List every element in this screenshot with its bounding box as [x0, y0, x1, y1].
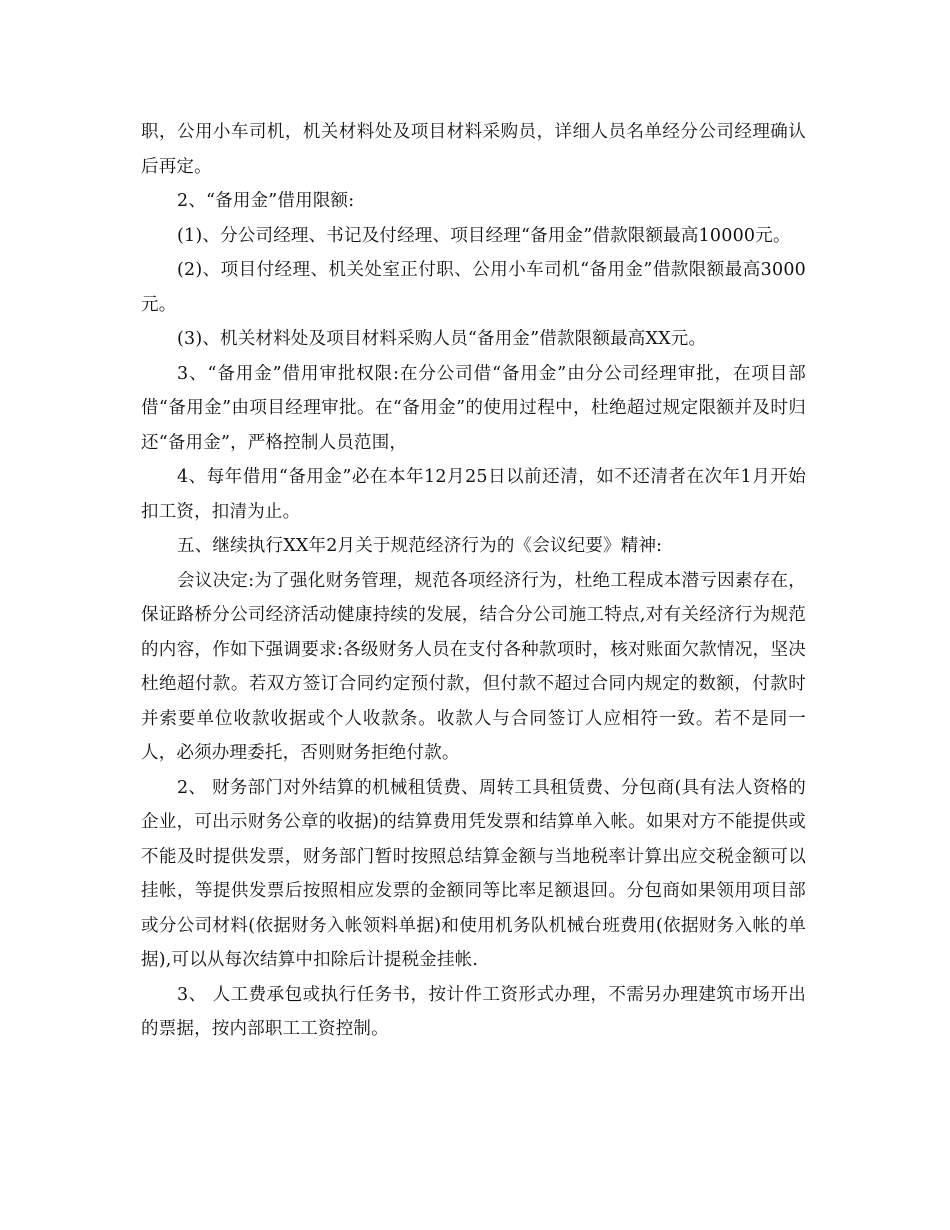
paragraph: 职，公用小车司机，机关材料处及项目材料采购员，详细人员名单经分公司经理确认后再定。	[141, 122, 806, 177]
document-body	[141, 115, 806, 1047]
paragraph: 2、 财务部门对外结算的机械租赁费、周转工具租赁费、分包商(具有法人资格的企业，可出示财务公章的收据)的结算费用凭发票和结算单入帐。如果对方不能提供或不能及时提供发票，财务部门暂时按照总结算金额与当地税率计算出应交税金额可以挂帐，等提供发票后按照相应发票的金额同等比率足额退回。分包商如果领用项目部或分公司材料(依据财务入帐领料单据)和使用机务队机械台班费用(依据财务入帐的单据),可以从每次结算中扣除后计提税金挂帐.	[141, 777, 806, 970]
paragraph: 3、“备用金”借用审批权限:在分公司借“备用金”由分公司经理审批，在项目部借“备用金”由项目经理审批。在“备用金”的使用过程中，杜绝超过规定限额并及时归还“备用金”，严格控制人员范围，	[141, 363, 806, 453]
paragraph: 2、“备用金”借用限额:	[177, 191, 355, 211]
paragraph: 4、每年借用“备用金”必在本年12月25日以前还清，如不还清者在次年1月开始扣工资，扣清为止。	[141, 467, 806, 522]
paragraph: (2)、项目付经理、机关处室正付职、公用小车司机“备用金”借款限额最高3000元。	[141, 260, 806, 315]
paragraph: 3、 人工费承包或执行任务书，按计件工资形式办理，不需另办理建筑市场开出的票据，按内部职工工资控制。	[141, 984, 806, 1039]
paragraph: 会议决定:为了强化财务管理，规范各项经济行为，杜绝工程成本潜亏因素存在，保证路桥分公司经济活动健康持续的发展，结合分公司施工特点,对有关经济行为规范的内容，作如下强调要求:各级财务人员在支付各种款项时，核对账面欠款情况，坚决杜绝超付款。若双方签订合同约定预付款，但付款不超过合同内规定的数额，付款时并索要单位收款收据或个人收款条。收款人与合同签订人应相符一致。若不是同一人，必须办理委托，否则财务拒绝付款。	[141, 570, 806, 763]
paragraph: (3)、机关材料处及项目材料采购人员“备用金”借款限额最高XX元。	[177, 329, 707, 349]
paragraph: (1)、分公司经理、书记及付经理、项目经理“备用金”借款限额最高10000元。	[177, 225, 791, 246]
section-heading: 五、继续执行XX年2月关于规范经济行为的《会议纪要》精神:	[177, 536, 663, 556]
